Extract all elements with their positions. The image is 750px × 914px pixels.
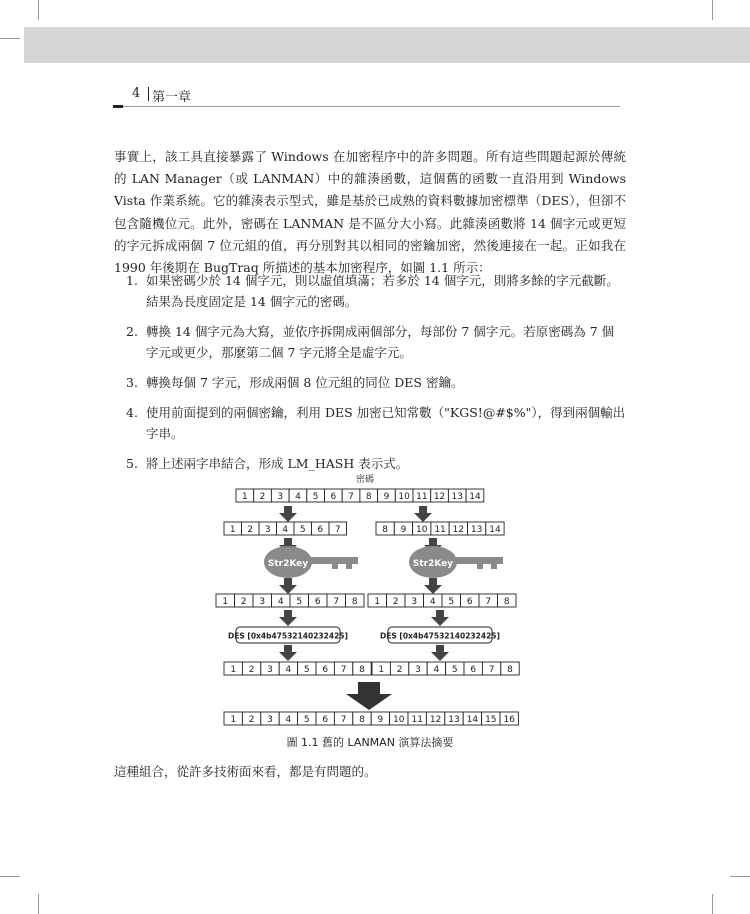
crop-mark-br-v — [712, 894, 713, 914]
step-number: 3. — [126, 375, 138, 390]
arrow-key-right-down — [424, 578, 442, 594]
output-right-row-cell-label: 1 — [378, 665, 385, 675]
half-left-row-cell-label: 4 — [282, 525, 289, 535]
crop-mark-tr-v — [712, 0, 713, 20]
lm-hash-row-cell-label: 4 — [285, 715, 292, 725]
steps-list — [114, 270, 626, 483]
diagram-title: 密碼 — [355, 475, 375, 485]
half-right-row-cell-label: 8 — [382, 525, 389, 535]
password-row-cell-label: 11 — [416, 492, 428, 502]
arrow-to-des-right — [431, 610, 449, 626]
running-head-marker — [113, 105, 123, 108]
half-right-row-cell-label: 14 — [489, 525, 501, 535]
list-item — [114, 270, 626, 312]
password-row-cell-label: 14 — [469, 492, 481, 502]
password-row-cell-label: 4 — [295, 492, 301, 502]
step-text: 將上述兩字串結合，形成 LM_HASH 表示式。 — [146, 456, 409, 471]
output-left-row-cell-label: 4 — [285, 665, 292, 675]
output-left-row-cell-label: 1 — [230, 665, 237, 675]
page-number: 4 — [132, 86, 141, 101]
output-left-row-cell-label: 2 — [248, 665, 255, 675]
key-right-row-cell-label: 6 — [466, 597, 473, 607]
closing-sentence: 這種組合，從許多技術面來看，都是有問題的。 — [114, 764, 377, 779]
key-right-row-cell-label: 3 — [411, 597, 418, 607]
step-number: 2. — [126, 324, 138, 339]
output-right-row-cell-label: 2 — [396, 665, 403, 675]
str2key-left — [264, 546, 358, 578]
half-left-row-cell-label: 3 — [264, 525, 271, 535]
password-row-cell-label: 8 — [365, 492, 372, 502]
key-blade — [308, 557, 358, 569]
output-right-row-cell-label: 4 — [433, 665, 440, 675]
lm-hash-row-cell-label: 6 — [322, 715, 329, 725]
lm-hash-row-cell-label: 8 — [359, 715, 365, 725]
output-left-row-cell-label: 6 — [322, 665, 329, 675]
arrow-key-left-down — [279, 578, 297, 594]
step-text: 轉換 14 個字元為大寫，並依序拆開成兩個部分，每部份 7 個字元。若原密碼為 7 個字元或更少，那麼第二個 7 字元將全是虛字元。 — [146, 324, 615, 360]
lm-hash-row-cell-label: 10 — [393, 715, 405, 725]
password-row-cell-label: 12 — [433, 492, 446, 502]
lm-hash-row-cell-label: 12 — [429, 715, 442, 725]
key-right-row-cell-label: 5 — [448, 597, 455, 607]
str2key-right — [409, 546, 503, 578]
half-left-row-cell-label: 2 — [247, 525, 254, 535]
password-row-cell-label: 5 — [312, 492, 319, 502]
des-box-right-label: DES [0x4b47532140232425] — [380, 631, 500, 641]
key-left-row-cell-label: 2 — [240, 597, 247, 607]
half-left-row-cell-label: 7 — [334, 525, 341, 535]
key-right-row-cell-label: 1 — [374, 597, 381, 607]
step-text: 使用前面提到的兩個密鑰，利用 DES 加密已知常數（"KGS!@#$%"），得到兩個輸出字串。 — [146, 405, 626, 441]
running-head — [114, 86, 620, 107]
list-item — [114, 372, 626, 393]
arrow-split-right — [414, 506, 432, 522]
step-text: 轉換每個 7 字元，形成兩個 8 位元組的同位 DES 密鑰。 — [146, 375, 464, 390]
half-left-row-cell-label: 1 — [229, 525, 236, 535]
figure-caption: 圖 1.1 舊的 LANMAN 演算法摘要 — [286, 736, 454, 749]
arrow-split-left — [279, 506, 297, 522]
lm-hash-row-cell-label: 15 — [485, 715, 497, 725]
running-head-divider — [148, 87, 149, 101]
output-left-row-cell-label: 5 — [303, 665, 310, 675]
output-right-row-cell-label: 7 — [488, 665, 495, 675]
lm-hash-row-cell-label: 14 — [466, 715, 479, 725]
key-label: Str2Key — [412, 559, 454, 569]
lm-hash-row-cell-label: 13 — [448, 715, 460, 725]
lm-hash-row-cell-label: 9 — [377, 715, 384, 725]
key-right-row-cell-label: 8 — [503, 597, 510, 607]
lm-hash-row-cell-label: 11 — [411, 715, 423, 725]
list-item — [114, 321, 626, 363]
header-band — [24, 27, 750, 63]
crop-mark-tl-h — [0, 38, 20, 39]
password-row-cell-label: 6 — [330, 492, 337, 502]
output-left-row-cell-label: 8 — [359, 665, 365, 675]
crop-mark-br-h — [730, 876, 750, 877]
step-number: 1. — [126, 273, 138, 288]
arrow-des-right-out — [431, 645, 449, 661]
password-row-cell-label: 10 — [398, 492, 410, 502]
step-number: 5. — [126, 456, 138, 471]
password-row-cell-label: 2 — [259, 492, 266, 502]
key-blade — [453, 557, 503, 569]
password-row-cell-label: 7 — [348, 492, 354, 502]
lm-hash-row-cell-label: 7 — [340, 715, 347, 725]
password-row-cell-label: 13 — [451, 492, 463, 502]
key-left-row-cell-label: 4 — [277, 597, 284, 607]
key-left-row-cell-label: 3 — [259, 597, 266, 607]
key-left-row-cell-label: 7 — [333, 597, 340, 607]
arrow-des-left-out — [279, 645, 297, 661]
key-left-row-cell-label: 1 — [222, 597, 229, 607]
combine-arrow — [346, 682, 392, 710]
output-left-row-cell-label: 3 — [267, 665, 273, 675]
key-left-row-cell-label: 5 — [296, 597, 303, 607]
crop-mark-bl-v — [38, 894, 39, 914]
step-text: 如果密碼少於 14 個字元，則以虛值填滿；若多於 14 個字元，則將多餘的字元截斷。結果為長度固定是 14 個字元的密碼。 — [146, 273, 619, 309]
half-right-row-cell-label: 12 — [452, 525, 465, 535]
half-left-row-cell-label: 5 — [299, 525, 306, 535]
crop-mark-tl-v — [38, 0, 39, 20]
output-right-row-cell-label: 8 — [507, 665, 513, 675]
lm-hash-row-cell-label: 1 — [230, 715, 237, 725]
half-right-row-cell-label: 9 — [400, 525, 407, 535]
output-right-row-cell-label: 3 — [415, 665, 421, 675]
key-label: Str2Key — [267, 559, 309, 569]
key-right-row-cell-label: 4 — [429, 597, 436, 607]
chapter-title: 第一章 — [152, 90, 192, 105]
arrow-to-des-left — [279, 610, 297, 626]
lanman-diagram — [200, 470, 540, 732]
list-item — [114, 402, 626, 444]
password-row-cell-label: 9 — [383, 492, 390, 502]
lm-hash-row-cell-label: 3 — [267, 715, 273, 725]
half-right-row-cell-label: 10 — [416, 525, 428, 535]
output-right-row-cell-label: 6 — [470, 665, 477, 675]
intro-paragraph: 事實上，該工具直接暴露了 Windows 在加密程序中的許多問題。所有這些問題起源於傳統的 LAN Manager（或 LANMAN）中的雜湊函數，這個舊的函數一直沿用到 Windows Vista 作業系統。它的雜湊表示型式，雖是基於已成熟的資料數據加密標準（DES），但卻不包含隨機位元。此外，密碼在 LANMAN 是不區分大小寫。此雜湊函數將 14 個字元或更短的字元拆成兩個 7 位元組的值，再分別對其以相同的密鑰加密，然後連接在一起。正如我在 1990 年後期在 BugTraq 所描述的基本加密程序，如圖 1.1 所示： — [114, 149, 626, 276]
lm-hash-row-cell-label: 2 — [248, 715, 255, 725]
password-row-cell-label: 1 — [241, 492, 248, 502]
password-row-cell-label: 3 — [277, 492, 284, 502]
lanman-figure — [200, 470, 540, 755]
des-box-left-label: DES [0x4b47532140232425] — [228, 631, 348, 641]
step-number: 4. — [126, 405, 138, 420]
half-left-row-cell-label: 6 — [317, 525, 324, 535]
key-right-row-cell-label: 7 — [485, 597, 492, 607]
output-right-row-cell-label: 5 — [451, 665, 458, 675]
lm-hash-row-cell-label: 16 — [503, 715, 515, 725]
half-right-row-cell-label: 13 — [470, 525, 483, 535]
output-left-row-cell-label: 7 — [340, 665, 347, 675]
key-left-row-cell-label: 8 — [351, 597, 358, 607]
half-right-row-cell-label: 11 — [434, 525, 446, 535]
key-left-row-cell-label: 6 — [314, 597, 321, 607]
lm-hash-row-cell-label: 5 — [303, 715, 310, 725]
crop-mark-bl-h — [0, 876, 20, 877]
key-right-row-cell-label: 2 — [392, 597, 399, 607]
